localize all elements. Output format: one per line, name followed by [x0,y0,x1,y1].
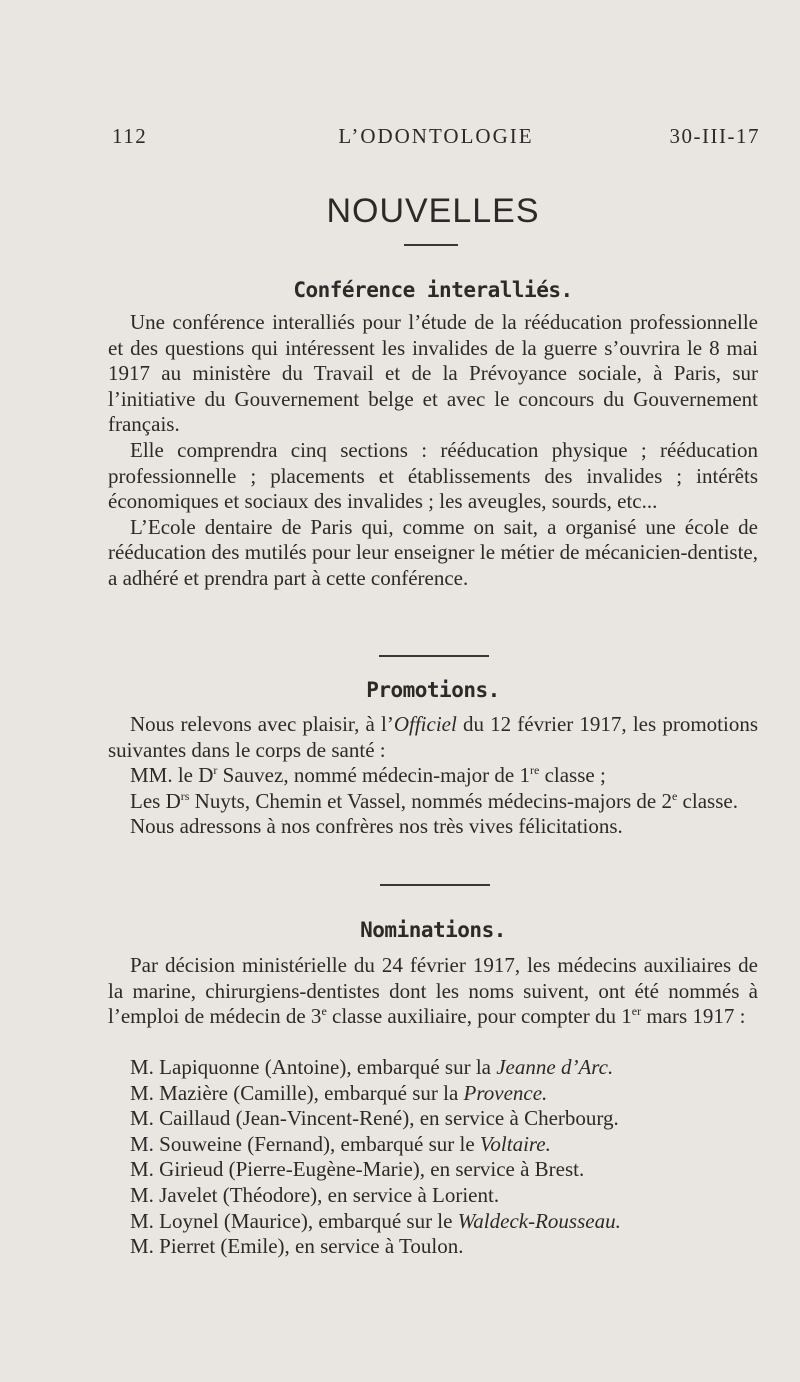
promotions-paragraph-1 [108,712,758,763]
ship-name: Provence. [463,1080,548,1105]
conference-paragraph-1: Une conférence interalliés pour l’étude de la rééducation professionnelle et des questions qui intéressent les invalides de la guerre s’ouvrira le 8 mai 1917 au ministère du Travail et de la Prévoyance sociale, à Paris, sur l’initiative du Gouvernement belge et avec le concours du Gouvernement français. [108,310,758,437]
running-head [112,124,760,154]
section-divider [380,884,490,886]
list-item-text: M. Loynel (Maurice), embarqué sur le [130,1208,458,1233]
list-item [130,1132,770,1158]
list-item [130,1106,770,1132]
issue-date: 30-III-17 [669,124,760,148]
nominations-text: mars 1917 : [641,1004,746,1029]
promotions-text: du 12 février 1917, les promotions suivantes dans le corps de santé : [108,712,759,762]
list-item-text: M. Girieud (Pierre-Eugène-Marie), en service à Brest. [130,1157,585,1182]
promotions-section [108,712,758,840]
section-divider [379,655,489,657]
title-divider [404,244,458,246]
list-item-text: M. Caillaud (Jean-Vincent-René), en service à Cherbourg. [130,1106,619,1131]
promotions-text: Nous relevons avec plaisir, à l’ [130,712,394,736]
list-item-text: M. Souweine (Fernand), embarqué sur le [130,1131,480,1156]
conference-heading: Conférence interalliés. [293,278,573,302]
list-item-text: M. Mazière (Camille), embarqué sur la [130,1080,464,1105]
list-item [130,1209,770,1235]
ship-name: Waldeck-Rousseau. [457,1208,621,1233]
nominations-section [108,953,758,1030]
promotions-text: Nuyts, Chemin et Vassel, nommés médecins-majors de 2 [189,788,672,813]
promotions-text: Sauvez, nommé médecin-major de 1 [217,763,530,788]
list-item-text: M. Javelet (Théodore), en service à Lorient. [130,1182,500,1207]
list-item [130,1234,770,1260]
promotions-text: MM. le D [130,763,214,788]
promotions-paragraph-3 [108,789,758,815]
superscript: er [631,1004,642,1019]
page-title: NOUVELLES [326,192,540,230]
conference-paragraph-2: Elle comprendra cinq sections : rééducation physique ; rééducation professionnelle ; placements et établissements des invalides ; intérêts économiques et sociaux des invalides ; les aveugles, sourds, etc... [108,437,758,514]
superscript: e [671,788,678,803]
list-item [130,1157,770,1183]
list-item-text: M. Lapiquonne (Antoine), embarqué sur la [130,1055,497,1079]
superscript: r [213,763,218,778]
conference-section [108,310,758,592]
nominations-list [130,1055,770,1260]
promotions-heading: Promotions. [366,678,500,702]
journal-title: L’ODONTOLOGIE [338,124,534,148]
promotions-text: Les D [130,788,181,813]
list-item [130,1183,770,1209]
officiel-title: Officiel [393,712,457,736]
superscript: e [321,1004,327,1019]
list-item [130,1081,770,1107]
page-number: 112 [112,124,148,148]
list-item-text: M. Pierret (Emile), en service à Toulon. [130,1234,464,1259]
nominations-text: Par décision ministérielle du 24 février 1917, les médecins auxiliaires de la marine, chirurgiens-dentistes dont les noms suivent, ont été nommés à l’emploi de médecin de 3 [108,953,758,1029]
superscript: rs [180,788,190,803]
list-item [130,1055,770,1081]
promotions-text: classe. [677,788,738,813]
nominations-text: classe auxiliaire, pour compter du 1 [326,1004,632,1029]
ship-name: Jeanne d’Arc. [496,1055,614,1079]
promotions-paragraph-4: Nous adressons à nos confrères nos très vives félicitations. [130,814,623,839]
conference-paragraph-3: L’Ecole dentaire de Paris qui, comme on sait, a organisé une école de rééducation des mutilés pour leur enseigner le métier de mécanicien-dentiste, a adhéré et prendra part à cette conférence. [108,514,758,590]
promotions-paragraph-2 [108,763,758,789]
nominations-paragraph-1 [108,953,758,1030]
ship-name: Voltaire. [479,1131,551,1156]
superscript: re [529,763,540,778]
promotions-text: classe ; [539,763,606,788]
nominations-heading: Nominations. [360,918,506,942]
